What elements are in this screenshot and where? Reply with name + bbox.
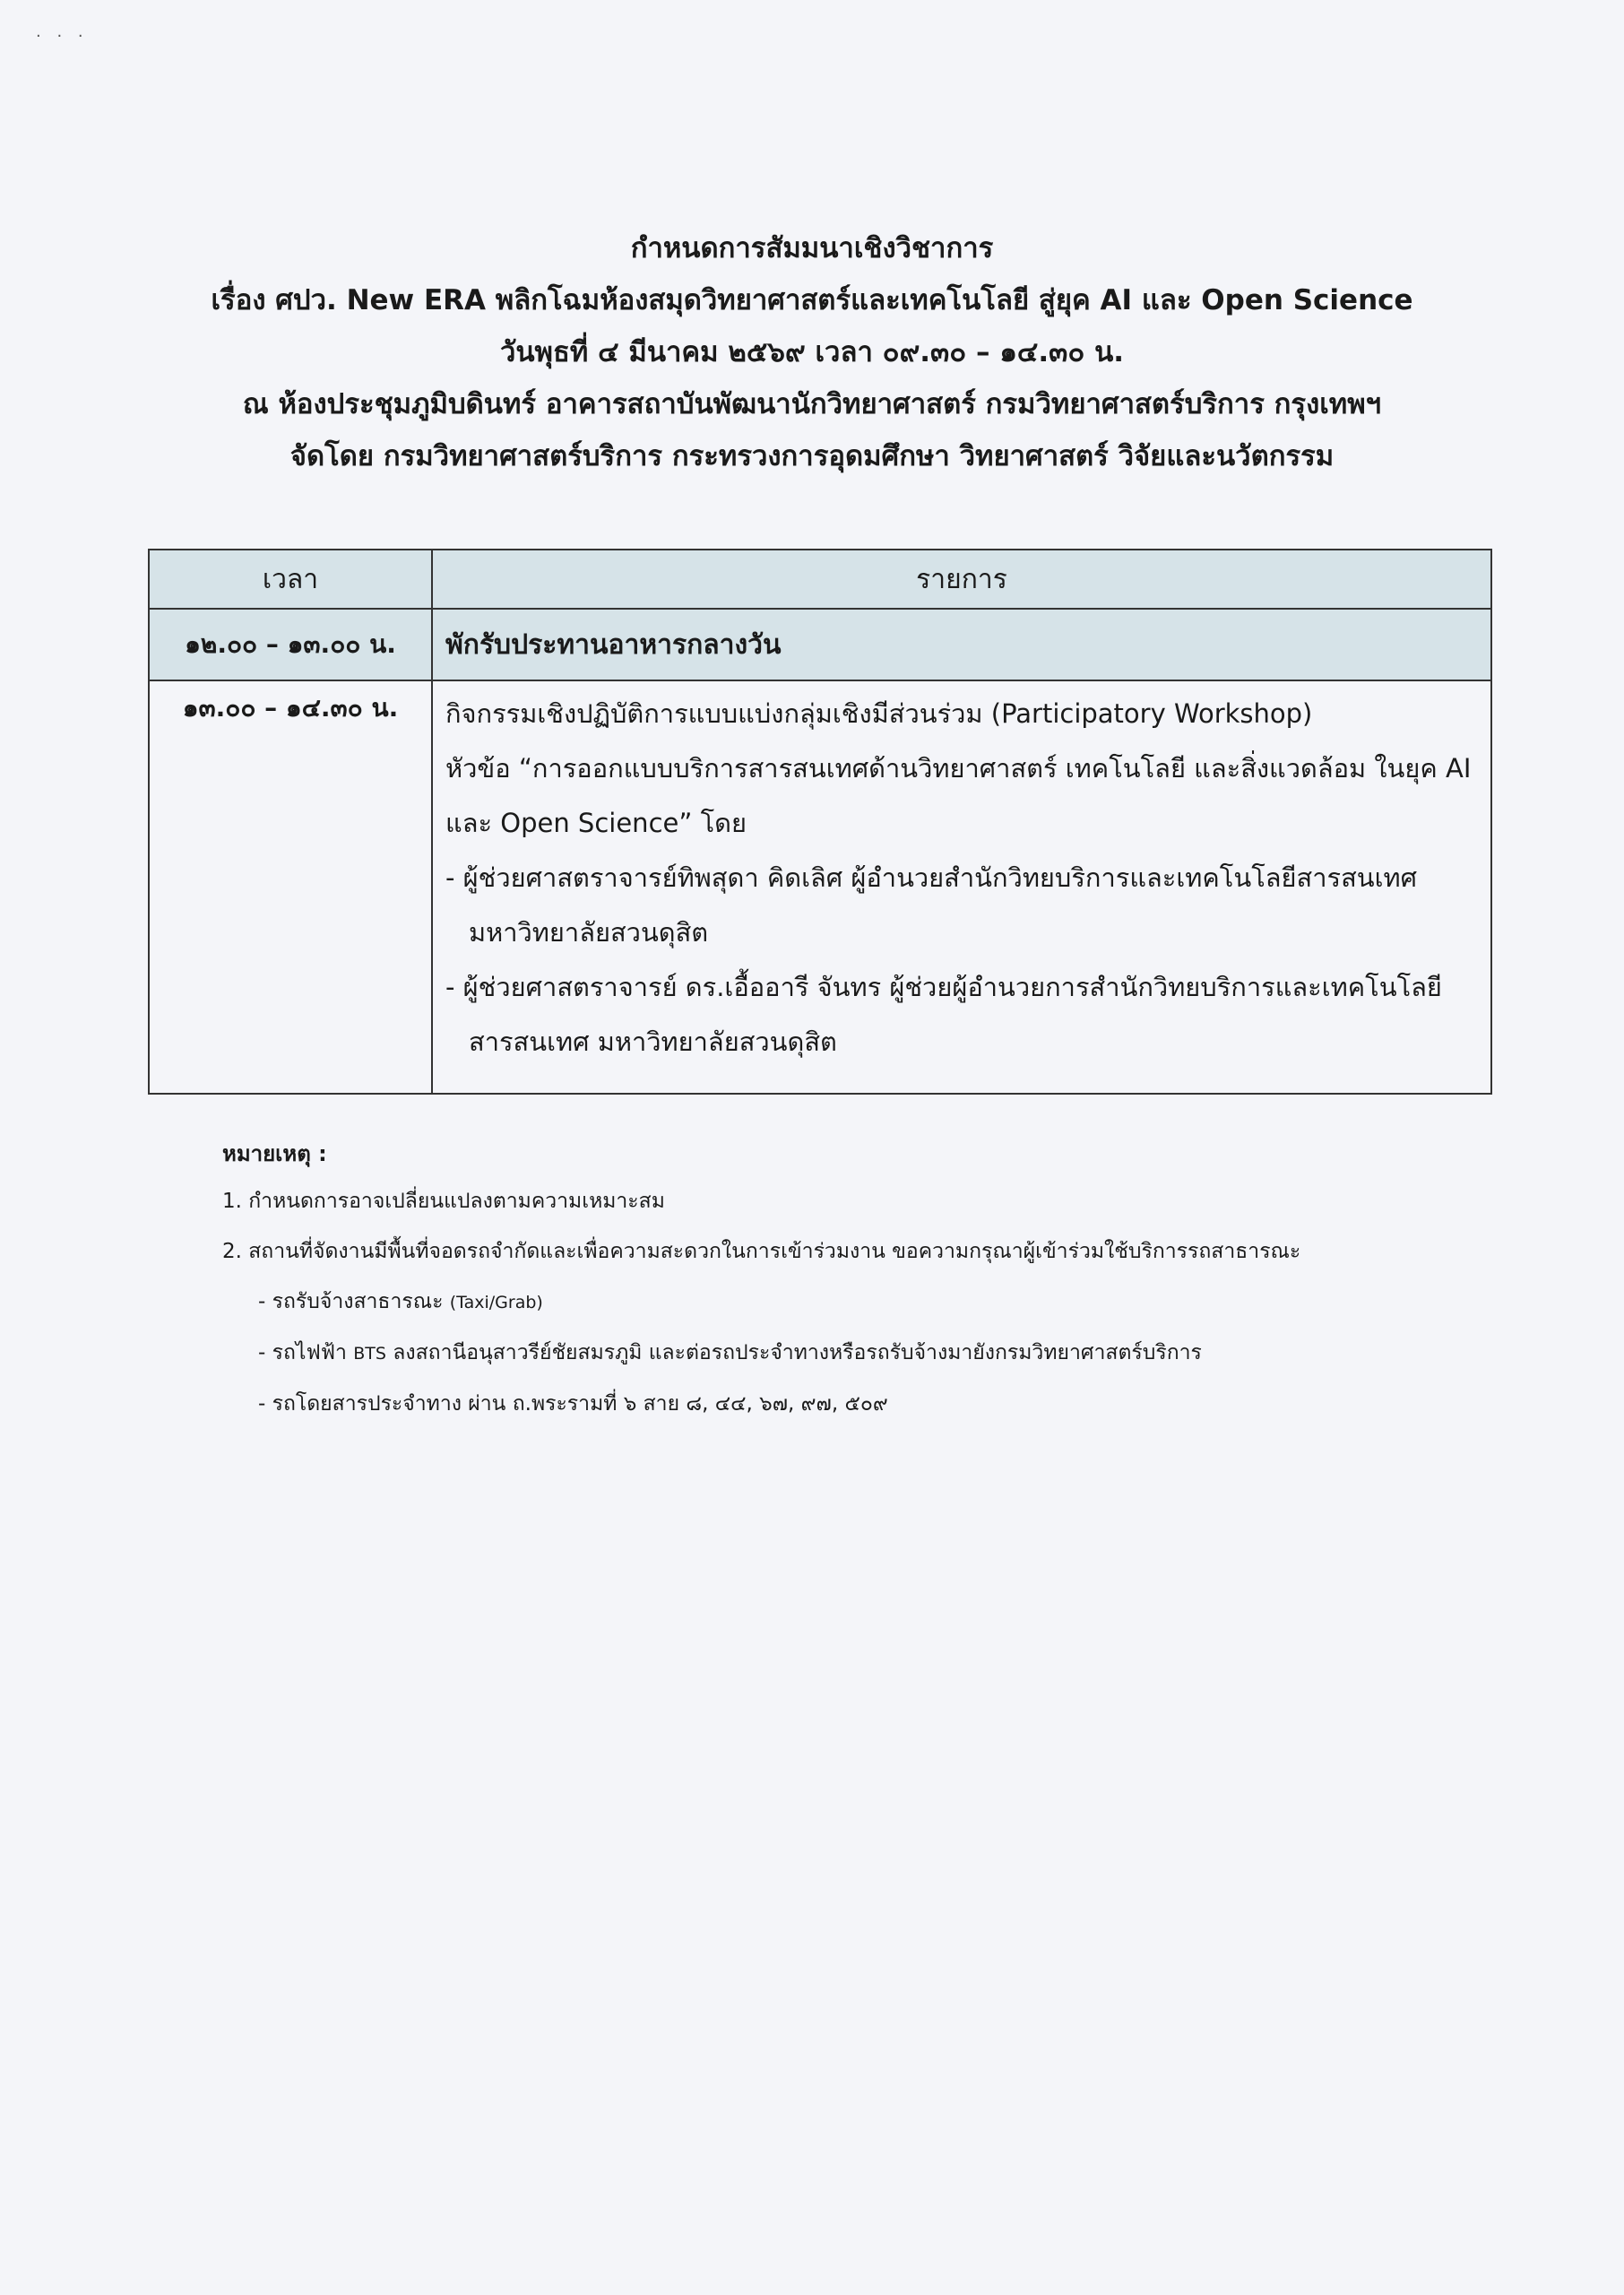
workshop-detail xyxy=(432,680,1491,1094)
seminar-date: วันพุธที่ ๔ มีนาคม ๒๕๖๙ เวลา ๐๙.๓๐ – ๑๔.๓๐ น. xyxy=(499,336,1125,368)
break-item: พักรับประทานอาหารกลางวัน xyxy=(432,609,1491,680)
workshop-topic-line1: หัวข้อ “การออกแบบบริการสารสนเทศด้านวิทยาศาสตร์ เทคโนโลยี และสิ่งแวดล้อม ในยุค AI xyxy=(445,753,1472,784)
speaker-1-line1: - ผู้ช่วยศาสตราจารย์ทิพสุดา คิดเลิศ ผู้อำนวยสำนักวิทยบริการและเทคโนโลยีสารสนเทศ xyxy=(445,862,1418,893)
scan-specks: · · · xyxy=(36,27,89,46)
seminar-organizer: จัดโดย กรมวิทยาศาสตร์บริการ กระทรวงการอุดมศึกษา วิทยาศาสตร์ วิจัยและนวัตกรรม xyxy=(289,440,1335,472)
transport-option-bts xyxy=(222,1328,1522,1379)
transport-option-taxi xyxy=(222,1277,1522,1328)
seminar-subject: เรื่อง ศปว. New ERA พลิกโฉมห้องสมุดวิทยาศาสตร์และเทคโนโลยี สู่ยุค AI และ Open Science xyxy=(211,284,1413,316)
column-header-time: เวลา xyxy=(149,550,432,609)
break-time: ๑๒.๐๐ – ๑๓.๐๐ น. xyxy=(149,609,432,680)
notes-title: หมายเหตุ : xyxy=(222,1141,327,1166)
seminar-venue: ณ ห้องประชุมภูมิบดินทร์ อาคารสถาบันพัฒนานักวิทยาศาสตร์ กรมวิทยาศาสตร์บริการ กรุงเทพฯ xyxy=(242,388,1382,420)
speaker-2-line1: - ผู้ช่วยศาสตราจารย์ ดร.เอื้ออารี จันทร ผู้ช่วยผู้อำนวยการสำนักวิทยบริการและเทคโนโลยี xyxy=(445,972,1442,1002)
transport-bts-label: BTS xyxy=(353,1344,386,1364)
notes-section xyxy=(222,1131,1522,1429)
table-row xyxy=(149,680,1491,1094)
workshop-topic-line2: และ Open Science” โดย xyxy=(445,808,747,838)
note-item-1: 1. กำหนดการอาจเปลี่ยนแปลงตามความเหมาะสม xyxy=(222,1190,665,1213)
document-title: กำหนดการสัมมนาเชิงวิชาการ xyxy=(630,232,994,264)
transport-bts-detail: ลงสถานีอนุสาวรีย์ชัยสมรภูมิ และต่อรถประจำทางหรือรถรับจ้างมายังกรมวิทยาศาสตร์บริการ xyxy=(385,1341,1202,1364)
transport-bts-prefix: - รถไฟฟ้า xyxy=(258,1341,354,1364)
note-item-2: 2. สถานที่จัดงานมีพื้นที่จอดรถจำกัดและเพื่อความสะดวกในการเข้าร่วมงาน ขอความกรุณาผู้เข้าร่วมใช้บริการรถสาธารณะ xyxy=(222,1240,1301,1263)
transport-taxi-detail: (Taxi/Grab) xyxy=(449,1293,543,1312)
workshop-time: ๑๓.๐๐ – ๑๔.๓๐ น. xyxy=(149,680,432,1094)
speaker-1-line2: มหาวิทยาลัยสวนดุสิต xyxy=(469,917,709,948)
transport-option-bus: - รถโดยสารประจำทาง ผ่าน ถ.พระรามที่ ๖ สาย ๘, ๔๔, ๖๗, ๙๗, ๕๐๙ xyxy=(258,1392,888,1416)
table-row xyxy=(149,609,1491,680)
table-header-row xyxy=(149,550,1491,609)
speaker-2-line2: สารสนเทศ มหาวิทยาลัยสวนดุสิต xyxy=(469,1026,837,1057)
workshop-activity: กิจกรรมเชิงปฏิบัติการแบบแบ่งกลุ่มเชิงมีส่วนร่วม (Participatory Workshop) xyxy=(445,698,1313,729)
schedule-table xyxy=(148,549,1492,1095)
transport-taxi-label: - รถรับจ้างสาธารณะ xyxy=(258,1290,450,1313)
column-header-item: รายการ xyxy=(432,550,1491,609)
document-header xyxy=(0,222,1624,482)
